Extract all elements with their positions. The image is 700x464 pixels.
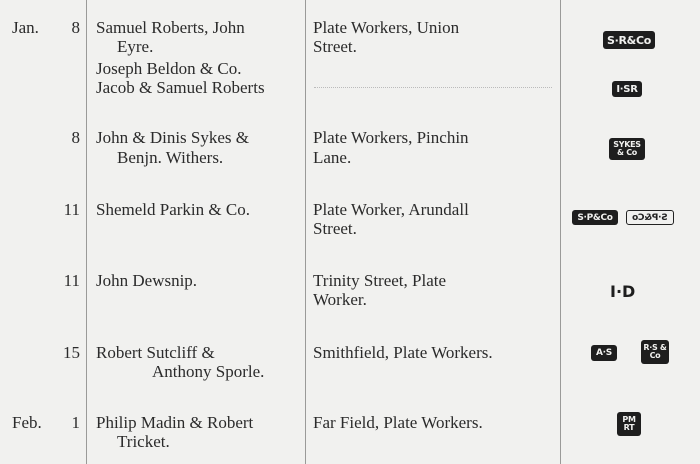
- entry-address-line: Plate Workers, Pinchin: [313, 128, 469, 147]
- makers-mark: S·R&Co: [603, 31, 655, 49]
- entry-name-line: Tricket.: [117, 432, 170, 451]
- entry-name-line: John & Dinis Sykes &: [96, 128, 250, 147]
- entry-name-line: Joseph Beldon & Co.: [96, 59, 242, 78]
- entry-name-line: John Dewsnip.: [96, 271, 198, 290]
- entry-name-line: Shemeld Parkin & Co.: [96, 200, 250, 219]
- entry-address-line: Street.: [313, 219, 357, 238]
- entry-name-line: Anthony Sporle.: [152, 362, 265, 381]
- makers-mark: PM RT: [617, 412, 641, 436]
- entry-address-line: Far Field, Plate Workers.: [313, 413, 483, 432]
- entry-day: 15: [63, 343, 80, 362]
- entry-address-line: Worker.: [313, 290, 367, 309]
- entry-day: 8: [71, 128, 80, 147]
- makers-mark: I·SR: [612, 81, 642, 97]
- makers-mark: R·S & Co: [641, 340, 669, 364]
- entry-name-line: Eyre.: [117, 37, 154, 56]
- entry-name-line: Philip Madin & Robert: [96, 413, 254, 432]
- entry-address-line: Plate Worker, Arundall: [313, 200, 469, 219]
- entry-day: 1: [71, 413, 80, 432]
- entry-name-line: Samuel Roberts, John: [96, 18, 245, 37]
- makers-mark-reversed: S·P&Co: [626, 210, 674, 225]
- column-rule: [86, 0, 87, 464]
- entry-address-line: Street.: [313, 37, 357, 56]
- entry-day: 11: [63, 271, 80, 290]
- entry-month: Feb.: [12, 413, 42, 432]
- column-rule: [560, 0, 561, 464]
- entry-name-line: Jacob & Samuel Roberts: [96, 78, 265, 97]
- entry-name-line: Robert Sutcliff &: [96, 343, 215, 362]
- entry-address-line: Smithfield, Plate Workers.: [313, 343, 493, 362]
- column-rule: [305, 0, 306, 464]
- entry-name-line: Benjn. Withers.: [117, 148, 224, 167]
- dotted-rule: [314, 87, 552, 88]
- makers-mark: I·D: [610, 282, 636, 301]
- entry-day: 11: [63, 200, 80, 219]
- entry-month: Jan.: [12, 18, 39, 37]
- makers-mark: A·S: [591, 345, 617, 361]
- makers-mark: SYKES & Co: [609, 138, 645, 160]
- entry-address-line: Lane.: [313, 148, 352, 167]
- entry-address-line: Trinity Street, Plate: [313, 271, 447, 290]
- entry-address-line: Plate Workers, Union: [313, 18, 460, 37]
- makers-mark: S·P&Co: [572, 210, 618, 225]
- entry-day: 8: [71, 18, 80, 37]
